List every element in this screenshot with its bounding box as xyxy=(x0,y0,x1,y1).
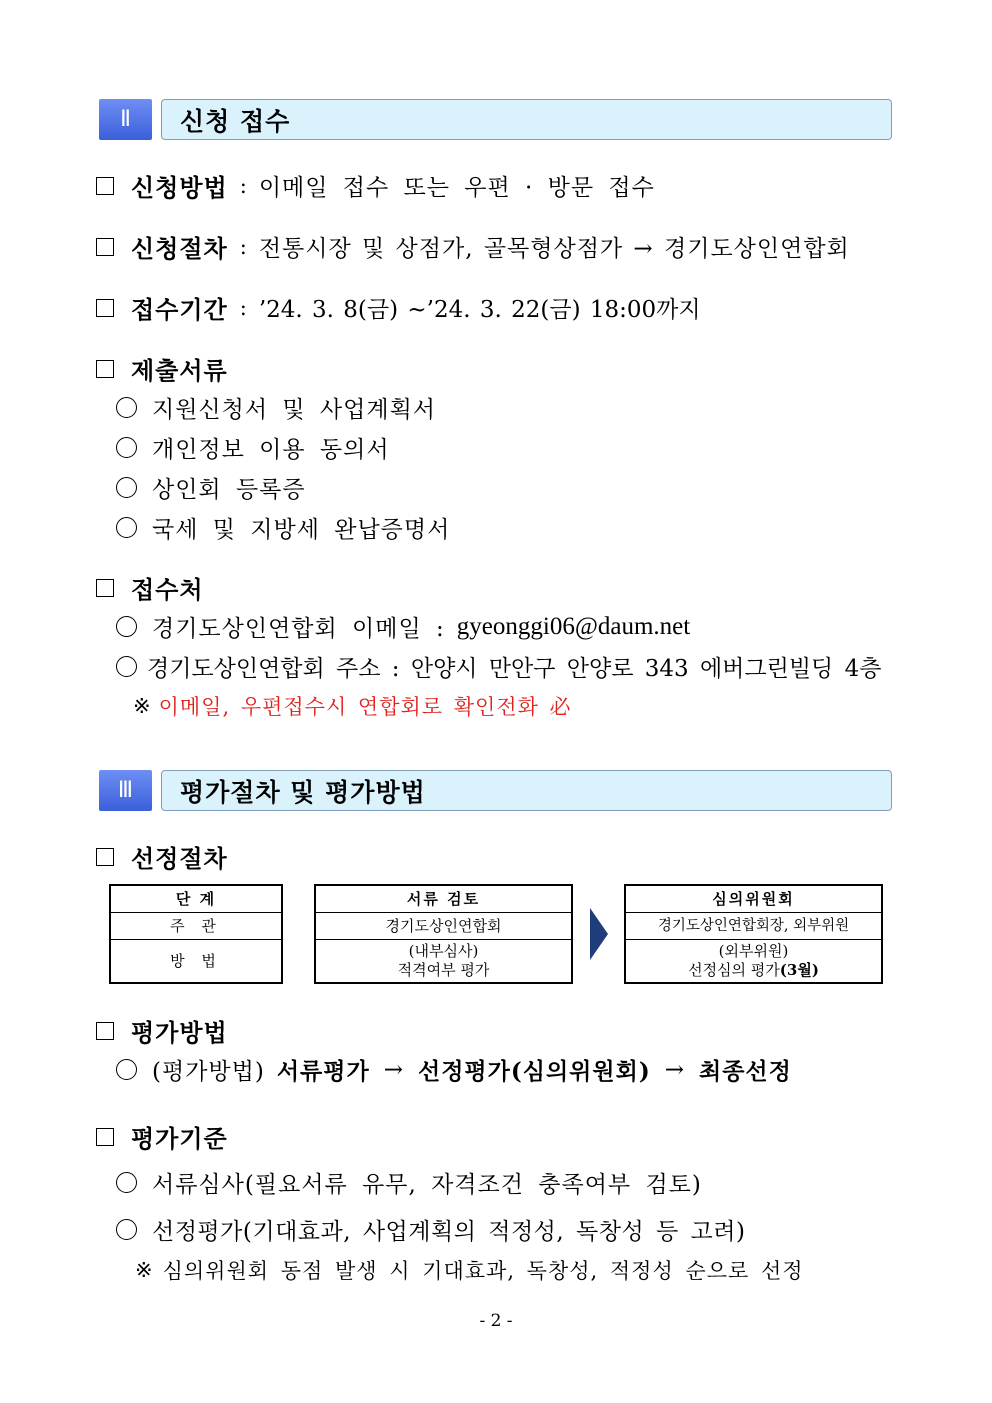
application-method-row xyxy=(96,168,655,203)
circle-bullet-icon xyxy=(116,437,137,458)
table-cell xyxy=(625,940,882,984)
item-text: 이메일 접수 또는 우편 · 방문 접수 xyxy=(258,175,655,201)
note-text: 이메일, 우편접수시 연합회로 확인전화 必 xyxy=(158,695,572,719)
circle-bullet-icon xyxy=(116,1172,137,1193)
section-number: Ⅲ xyxy=(99,770,152,811)
list-item-text: 상인회 등록증 xyxy=(152,477,306,503)
item-label: 평가방법 xyxy=(131,1019,228,1047)
note-row xyxy=(135,1255,804,1285)
documents-row xyxy=(96,351,228,386)
arrow-text: → xyxy=(383,1056,404,1083)
reception-period-row xyxy=(96,290,701,325)
list-item xyxy=(116,471,306,504)
table-header: 단 계 xyxy=(110,885,282,913)
separator: : xyxy=(239,173,247,198)
list-item-address xyxy=(116,650,881,683)
item-label: 제출서류 xyxy=(131,357,228,385)
arrow-right-icon xyxy=(590,908,608,960)
cell-line xyxy=(628,961,879,980)
evaluation-method-row xyxy=(96,1013,228,1048)
circle-bullet-icon xyxy=(116,616,137,637)
selection-procedure-row xyxy=(96,839,228,874)
step-text: 최종선정 xyxy=(699,1058,792,1085)
list-item xyxy=(116,511,450,544)
circle-bullet-icon xyxy=(116,1219,137,1240)
page-number: - 2 - xyxy=(479,1311,513,1331)
list-item-text: 개인정보 이용 동의서 xyxy=(152,437,390,463)
cell-text-bold: (3월) xyxy=(779,961,819,979)
item-text: 전통시장 및 상점가, 골목형상점가 → 경기도상인연합회 xyxy=(258,236,850,262)
cell-line: 적격여부 평가 xyxy=(397,961,490,979)
evaluation-method-steps xyxy=(116,1053,792,1086)
cell-line: (내부심사) xyxy=(408,942,479,960)
method-prefix: (평가방법) xyxy=(152,1059,265,1085)
circle-bullet-icon xyxy=(116,517,137,538)
separator: : xyxy=(239,234,247,259)
table-header: 서류 검토 xyxy=(315,885,572,913)
checkbox-square-icon xyxy=(96,848,114,866)
item-label: 접수기간 xyxy=(131,296,228,324)
step-text: 서류평가 xyxy=(276,1058,370,1085)
section-number: Ⅱ xyxy=(99,99,152,140)
email-label: 경기도상인연합회 이메일 : xyxy=(152,616,445,642)
separator: : xyxy=(239,295,247,320)
list-item-text: 국세 및 지방세 완납증명서 xyxy=(152,517,451,543)
note-mark: ※ xyxy=(135,1258,153,1282)
circle-bullet-icon xyxy=(116,397,137,418)
document-review-table xyxy=(314,884,573,984)
table-cell: 경기도상인연합회 xyxy=(315,913,572,940)
table-cell: 주 관 xyxy=(110,913,282,940)
list-item xyxy=(116,391,436,424)
arrow-text: → xyxy=(664,1056,685,1083)
cell-text: 선정심의 평가 xyxy=(688,961,780,979)
list-item-text: 서류심사(필요서류 유무, 자격조건 충족여부 검토) xyxy=(152,1172,702,1198)
note-row xyxy=(133,691,572,721)
item-text: ’24. 3. 8(금) ~’24. 3. 22(금) 18:00까지 xyxy=(258,297,701,323)
cell-line: (외부위원) xyxy=(718,942,789,960)
checkbox-square-icon xyxy=(96,1128,114,1146)
item-label: 신청방법 xyxy=(131,174,228,202)
table-header: 심의위원회 xyxy=(625,885,882,913)
list-item xyxy=(116,431,390,464)
circle-bullet-icon xyxy=(116,477,137,498)
item-label: 평가기준 xyxy=(131,1125,228,1153)
note-text: 심의위원회 동점 발생 시 기대효과, 독창성, 적정성 순으로 선정 xyxy=(162,1259,804,1283)
stage-table xyxy=(109,884,283,984)
table-cell xyxy=(315,940,572,984)
list-item-text: 선정평가(기대효과, 사업계획의 적정성, 독창성 등 고려) xyxy=(152,1219,746,1245)
checkbox-square-icon xyxy=(96,177,114,195)
checkbox-square-icon xyxy=(96,299,114,317)
item-label: 신청절차 xyxy=(131,235,228,263)
circle-bullet-icon xyxy=(116,656,137,677)
list-item-email xyxy=(116,610,690,643)
note-mark: ※ xyxy=(133,694,151,718)
step-text: 선정평가(심의위원회) xyxy=(417,1058,651,1085)
checkbox-square-icon xyxy=(96,1022,114,1040)
list-item-text: 지원신청서 및 사업계획서 xyxy=(152,397,437,423)
evaluation-criteria-row xyxy=(96,1119,228,1154)
committee-table xyxy=(624,884,883,984)
section-title: 평가절차 및 평가방법 xyxy=(161,770,892,811)
list-item xyxy=(116,1213,745,1246)
application-procedure-row xyxy=(96,229,850,264)
receipt-row xyxy=(96,570,204,605)
address-text: 경기도상인연합회 주소 : 안양시 만안구 안양로 343 에버그린빌딩 4층 xyxy=(147,656,882,682)
list-item xyxy=(116,1166,702,1199)
circle-bullet-icon xyxy=(116,1059,137,1080)
section-title: 신청 접수 xyxy=(161,99,892,140)
table-cell: 경기도상인연합회장, 외부위원 xyxy=(625,913,882,940)
table-cell: 방 법 xyxy=(110,940,282,984)
checkbox-square-icon xyxy=(96,238,114,256)
checkbox-square-icon xyxy=(96,360,114,378)
email-address: gyeonggi06@daum.net xyxy=(456,612,691,640)
item-label: 선정절차 xyxy=(131,845,228,873)
checkbox-square-icon xyxy=(96,579,114,597)
item-label: 접수처 xyxy=(131,576,204,604)
